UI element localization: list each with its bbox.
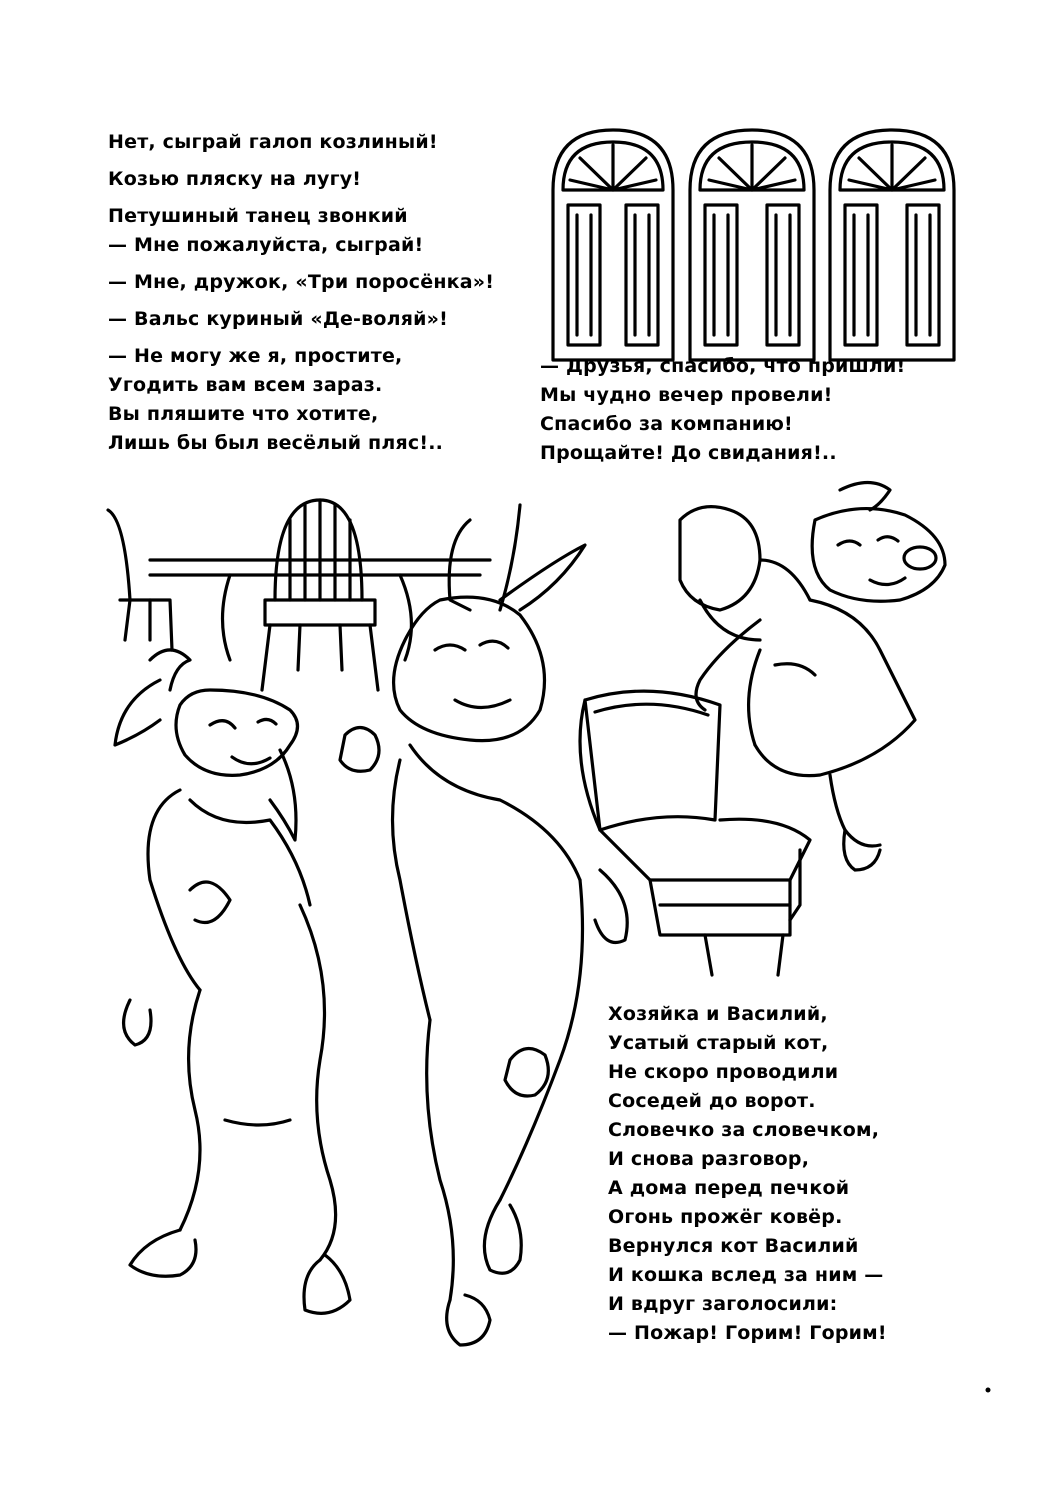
armchair-icon bbox=[580, 691, 810, 975]
verse-top-left bbox=[108, 128, 494, 458]
verse-line: Нет, сыграй галоп козлиный! bbox=[108, 131, 438, 153]
verse-line: И снова разговор, bbox=[608, 1148, 810, 1170]
verse-top-right bbox=[540, 352, 905, 468]
verse-line: Мы чудно вечер провели! bbox=[540, 384, 833, 406]
verse-bottom-right bbox=[608, 1000, 887, 1348]
verse-line: Козью пляску на лугу! bbox=[108, 168, 362, 190]
verse-line: Лишь бы был весёлый пляс!.. bbox=[108, 432, 444, 454]
goat-figure bbox=[340, 505, 627, 1345]
verse-spacer bbox=[108, 260, 494, 268]
verse-spacer bbox=[108, 194, 494, 202]
verse-line: Огонь прожёг ковёр. bbox=[608, 1206, 843, 1228]
verse-line: Петушиный танец звонкий bbox=[108, 205, 408, 227]
verse-line: И вдруг заголосили: bbox=[608, 1293, 838, 1315]
verse-line: Угодить вам всем зараз. bbox=[108, 374, 383, 396]
verse-line: — Друзья, спасибо, что пришли! bbox=[540, 355, 906, 377]
pig-figure bbox=[680, 483, 945, 871]
verse-line: Хозяйка и Василий, bbox=[608, 1003, 828, 1025]
verse-line: Вы пляшите что хотите, bbox=[108, 403, 379, 425]
verse-line: — Мне, дружок, «Три поросёнка»! bbox=[108, 271, 495, 293]
verse-line: Прощайте! До свидания!.. bbox=[540, 442, 837, 464]
verse-line: Спасибо за компанию! bbox=[540, 413, 793, 435]
verse-spacer bbox=[108, 297, 494, 305]
verse-line: А дома перед печкой bbox=[608, 1177, 850, 1199]
verse-line: И кошка вслед за ним — bbox=[608, 1264, 884, 1286]
verse-line: Словечко за словечком, bbox=[608, 1119, 880, 1141]
verse-line: — Мне пожалуйста, сыграй! bbox=[108, 234, 424, 256]
verse-line: — Не могу же я, простите, bbox=[108, 345, 403, 367]
verse-spacer bbox=[108, 157, 494, 165]
verse-line: — Пожар! Горим! Горим! bbox=[608, 1322, 887, 1344]
verse-line: Вернулся кот Василий bbox=[608, 1235, 859, 1257]
chair-icon bbox=[108, 500, 378, 690]
goat-kid-figure bbox=[115, 650, 350, 1313]
verse-line: — Вальс куриный «Де-воляй»! bbox=[108, 308, 448, 330]
ink-dot bbox=[986, 1388, 991, 1393]
windows-icon bbox=[553, 130, 954, 360]
verse-spacer bbox=[108, 334, 494, 342]
verse-line: Усатый старый кот, bbox=[608, 1032, 829, 1054]
verse-line: Не скоро проводили bbox=[608, 1061, 839, 1083]
verse-line: Соседей до ворот. bbox=[608, 1090, 816, 1112]
